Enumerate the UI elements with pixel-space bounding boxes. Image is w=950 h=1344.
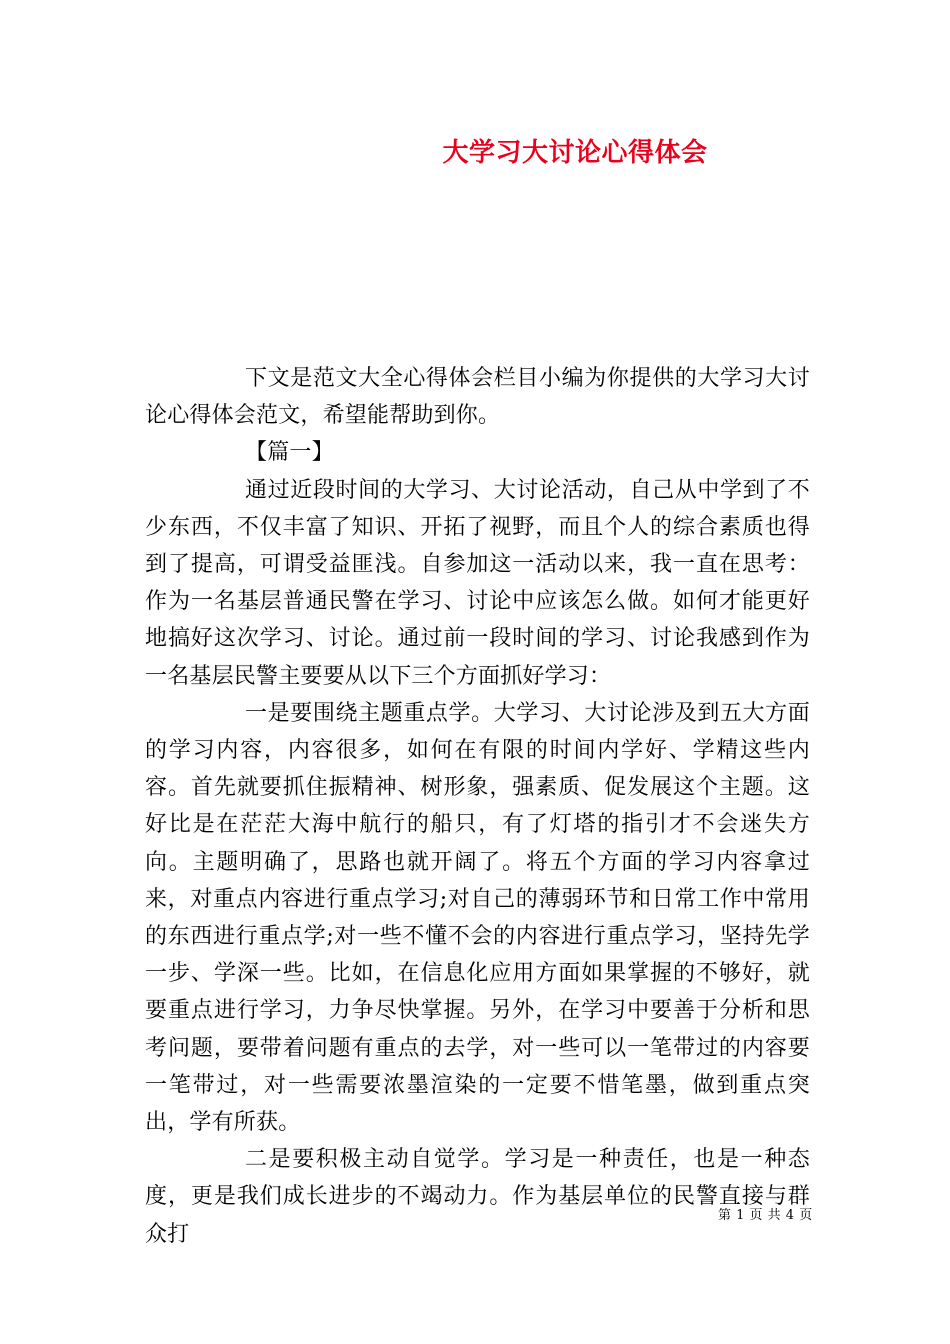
section-heading: 【篇一】	[245, 440, 334, 466]
page-title: 大学习大讨论心得体会	[442, 138, 708, 168]
document-body	[145, 360, 810, 1253]
paragraph-intro: 下文是范文大全心得体会栏目小编为你提供的大学习大讨论心得体会范文，希望能帮助到你。	[145, 366, 810, 429]
paragraph-3: 二是要积极主动自觉学。学习是一种责任，也是一种态度，更是我们成长进步的不竭动力。作为基层单位的民警直接与群众打	[145, 1147, 810, 1247]
paragraph-2: 一是要围绕主题重点学。大学习、大讨论涉及到五大方面的学习内容，内容很多，如何在有限的时间内学好、学精这些内容。首先就要抓住振精神、树形象，强素质、促发展这个主题。这好比是在茫茫大海中航行的船只，有了灯塔的指引才不会迷失方向。主题明确了，思路也就开阔了。将五个方面的学习内容拿过来，对重点内容进行重点学习;对自己的薄弱环节和日常工作中常用的东西进行重点学;对一些不懂不会的内容进行重点学习，坚持先学一步、学深一些。比如，在信息化应用方面如果掌握的不够好，就要重点进行学习，力争尽快掌握。另外，在学习中要善于分析和思考问题，要带着问题有重点的去学，对一些可以一笔带过的内容要一笔带过，对一些需要浓墨渲染的一定要不惜笔墨，做到重点突出，学有所获。	[145, 700, 810, 1136]
page-number-footer: 第 1 页 共 4 页	[718, 1208, 813, 1223]
paragraph-1: 通过近段时间的大学习、大讨论活动，自己从中学到了不少东西，不仅丰富了知识、开拓了视野，而且个人的综合素质也得到了提高，可谓受益匪浅。自参加这一活动以来，我一直在思考：作为一名基层普通民警在学习、讨论中应该怎么做。如何才能更好地搞好这次学习、讨论。通过前一段时间的学习、讨论我感到作为一名基层民警主要要从以下三个方面抓好学习：	[145, 477, 810, 689]
